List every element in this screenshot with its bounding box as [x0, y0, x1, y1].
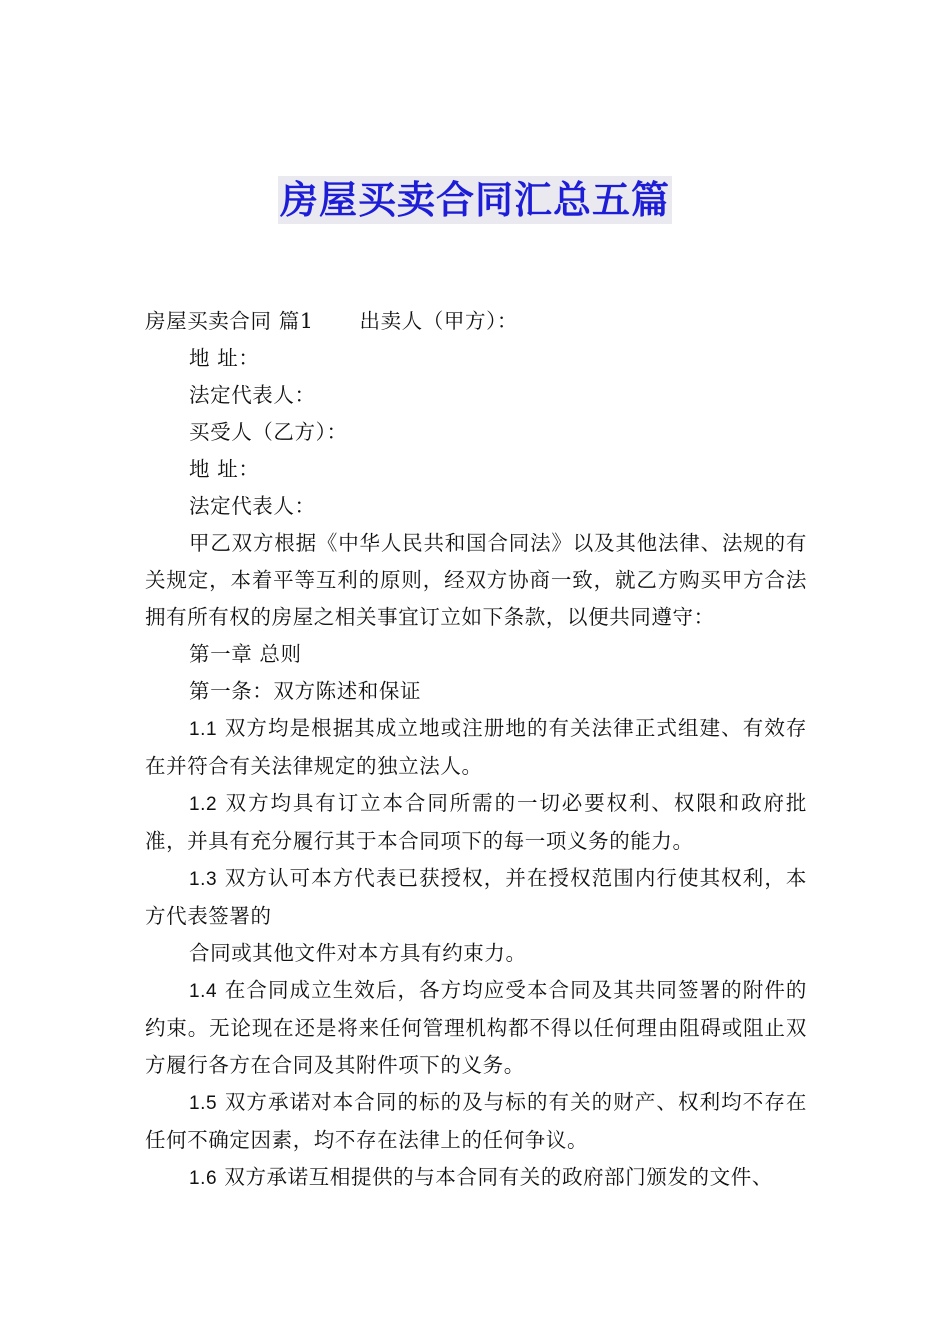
legal-rep-line-2: 法定代表人：	[189, 494, 316, 518]
clause-1-1	[145, 710, 807, 785]
document-title: 房屋买卖合同汇总五篇	[279, 178, 670, 222]
article-heading: 第一条：双方陈述和保证	[189, 679, 422, 703]
clause-number: 1.5	[189, 1093, 218, 1114]
clause-1-2	[145, 785, 807, 860]
clause-text: 双方认可本方代表已获授权，并在授权范围内行使其权利，本方代表签署的	[145, 866, 807, 928]
document-body	[145, 303, 807, 1197]
clause-text: 双方承诺互相提供的与本合同有关的政府部门颁发的文件、	[224, 1165, 773, 1189]
heading-line	[145, 303, 807, 340]
clause-1-6	[145, 1159, 807, 1197]
clause-text: 在合同成立生效后，各方均应受本合同及其共同签署的附件的约束。无论现在还是将来任何管理机构都不得以任何理由阻碍或阻止双方履行各方在合同及其附件项下的义务。	[145, 978, 807, 1077]
title-wrap	[0, 176, 950, 224]
clause-text: 合同或其他文件对本方具有约束力。	[189, 941, 527, 965]
clause-1-4	[145, 972, 807, 1084]
seller-label: 出卖人（甲方）：	[359, 309, 519, 333]
clause-number: 1.3	[189, 869, 218, 890]
legal-rep-line-1: 法定代表人：	[189, 383, 316, 407]
clause-number: 1.1	[189, 719, 218, 740]
clause-text: 双方承诺对本合同的标的及与标的有关的财产、权利均不存在任何不确定因素，均不存在法律上的任何争议。	[145, 1090, 807, 1152]
address-line-1: 地 址：	[189, 346, 260, 370]
address-line-2: 地 址：	[189, 457, 260, 481]
intro-paragraph: 甲乙双方根据《中华人民共和国合同法》以及其他法律、法规的有关规定，本着平等互利的原则，经双方协商一致，就乙方购买甲方合法拥有所有权的房屋之相关事宜订立如下条款，以便共同遵守：	[145, 531, 807, 629]
clause-number: 1.2	[189, 794, 218, 815]
chapter-heading: 第一章 总则	[189, 642, 302, 666]
clause-number: 1.6	[189, 1168, 218, 1189]
clause-number: 1.4	[189, 981, 218, 1002]
clause-1-5	[145, 1084, 807, 1159]
clause-text: 双方均具有订立本合同所需的一切必要权利、权限和政府批准，并具有充分履行其于本合同项下的每一项义务的能力。	[145, 791, 807, 853]
clause-text: 双方均是根据其成立地或注册地的有关法律正式组建、有效存在并符合有关法律规定的独立法人。	[145, 716, 807, 778]
buyer-line: 买受人（乙方）：	[189, 420, 348, 444]
clause-1-3	[145, 860, 807, 935]
clause-1-3-continued	[145, 935, 807, 972]
contract-heading: 房屋买卖合同 篇1	[145, 309, 314, 333]
